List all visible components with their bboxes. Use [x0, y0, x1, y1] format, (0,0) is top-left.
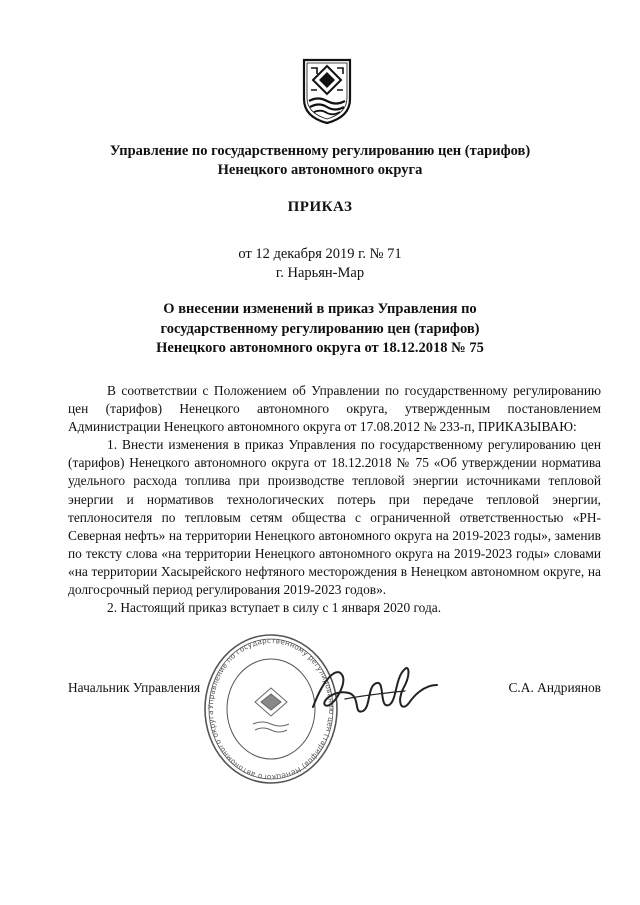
handwritten-signature	[305, 655, 445, 730]
date-block	[0, 245, 640, 283]
seal-ring-text: Управление по государственному регулированию цен (тарифов) Ненецкого автономного округа	[205, 635, 337, 783]
item-2-paragraph: 2. Настоящий приказ вступает в силу с 1 января 2020 года.	[107, 600, 442, 616]
organization-line-1: Управление по государственному регулированию цен (тарифов)	[109, 143, 531, 159]
organization-line-2: Ненецкого автономного округа	[217, 162, 423, 178]
signatory-name: С.А. Андриянов	[508, 680, 601, 695]
document-place: г. Нарьян-Мар	[275, 265, 365, 281]
document-subject	[40, 300, 600, 359]
subject-line-2: государственному регулированию цен (тарифов)	[160, 320, 480, 337]
document-kind: ПРИКАЗ	[287, 199, 353, 215]
subject-line-1: О внесении изменений в приказ Управления по	[163, 301, 477, 317]
organization-title	[60, 142, 580, 180]
coat-of-arms-emblem	[301, 57, 353, 125]
subject-line-3: Ненецкого автономного округа от 18.12.2018 № 75	[156, 340, 484, 356]
preamble-paragraph: В соответствии с Положением об Управлении по государственному регулированию цен (тарифов) Ненецкого автономного округа, утвержденным постановлением Администрации Ненецкого автономного округа от 17.08.2012 № 233-п, ПРИКАЗЫВАЮ:	[68, 383, 601, 435]
signatory-position: Начальник Управления	[68, 680, 201, 695]
document-body	[68, 382, 601, 617]
item-1-paragraph: 1. Внести изменения в приказ Управления по государственному регулированию цен (тарифов) Ненецкого автономного округа от 18.12.2018 № 75 «Об утверждении норматива удельного расхода топлива при производстве тепловой энергии источниками тепловой энергии и нормативов технологических потерь при передаче тепловой энергии, теплоносителя по тепловым сетям общества с ограниченной ответственностью «РН-Северная нефть» на территории Ненецкого автономного округа на 2019-2023 годы», заменив по тексту слова «на территории Ненецкого автономного округа на 2019-2023 годы» словами «на территории Хасырейского нефтяного месторождения в Ненецком автономном округе, на долгосрочный период регулирования 2019-2023 годов».	[68, 437, 601, 598]
document-date-number: от 12 декабря 2019 г. № 71	[238, 246, 402, 262]
